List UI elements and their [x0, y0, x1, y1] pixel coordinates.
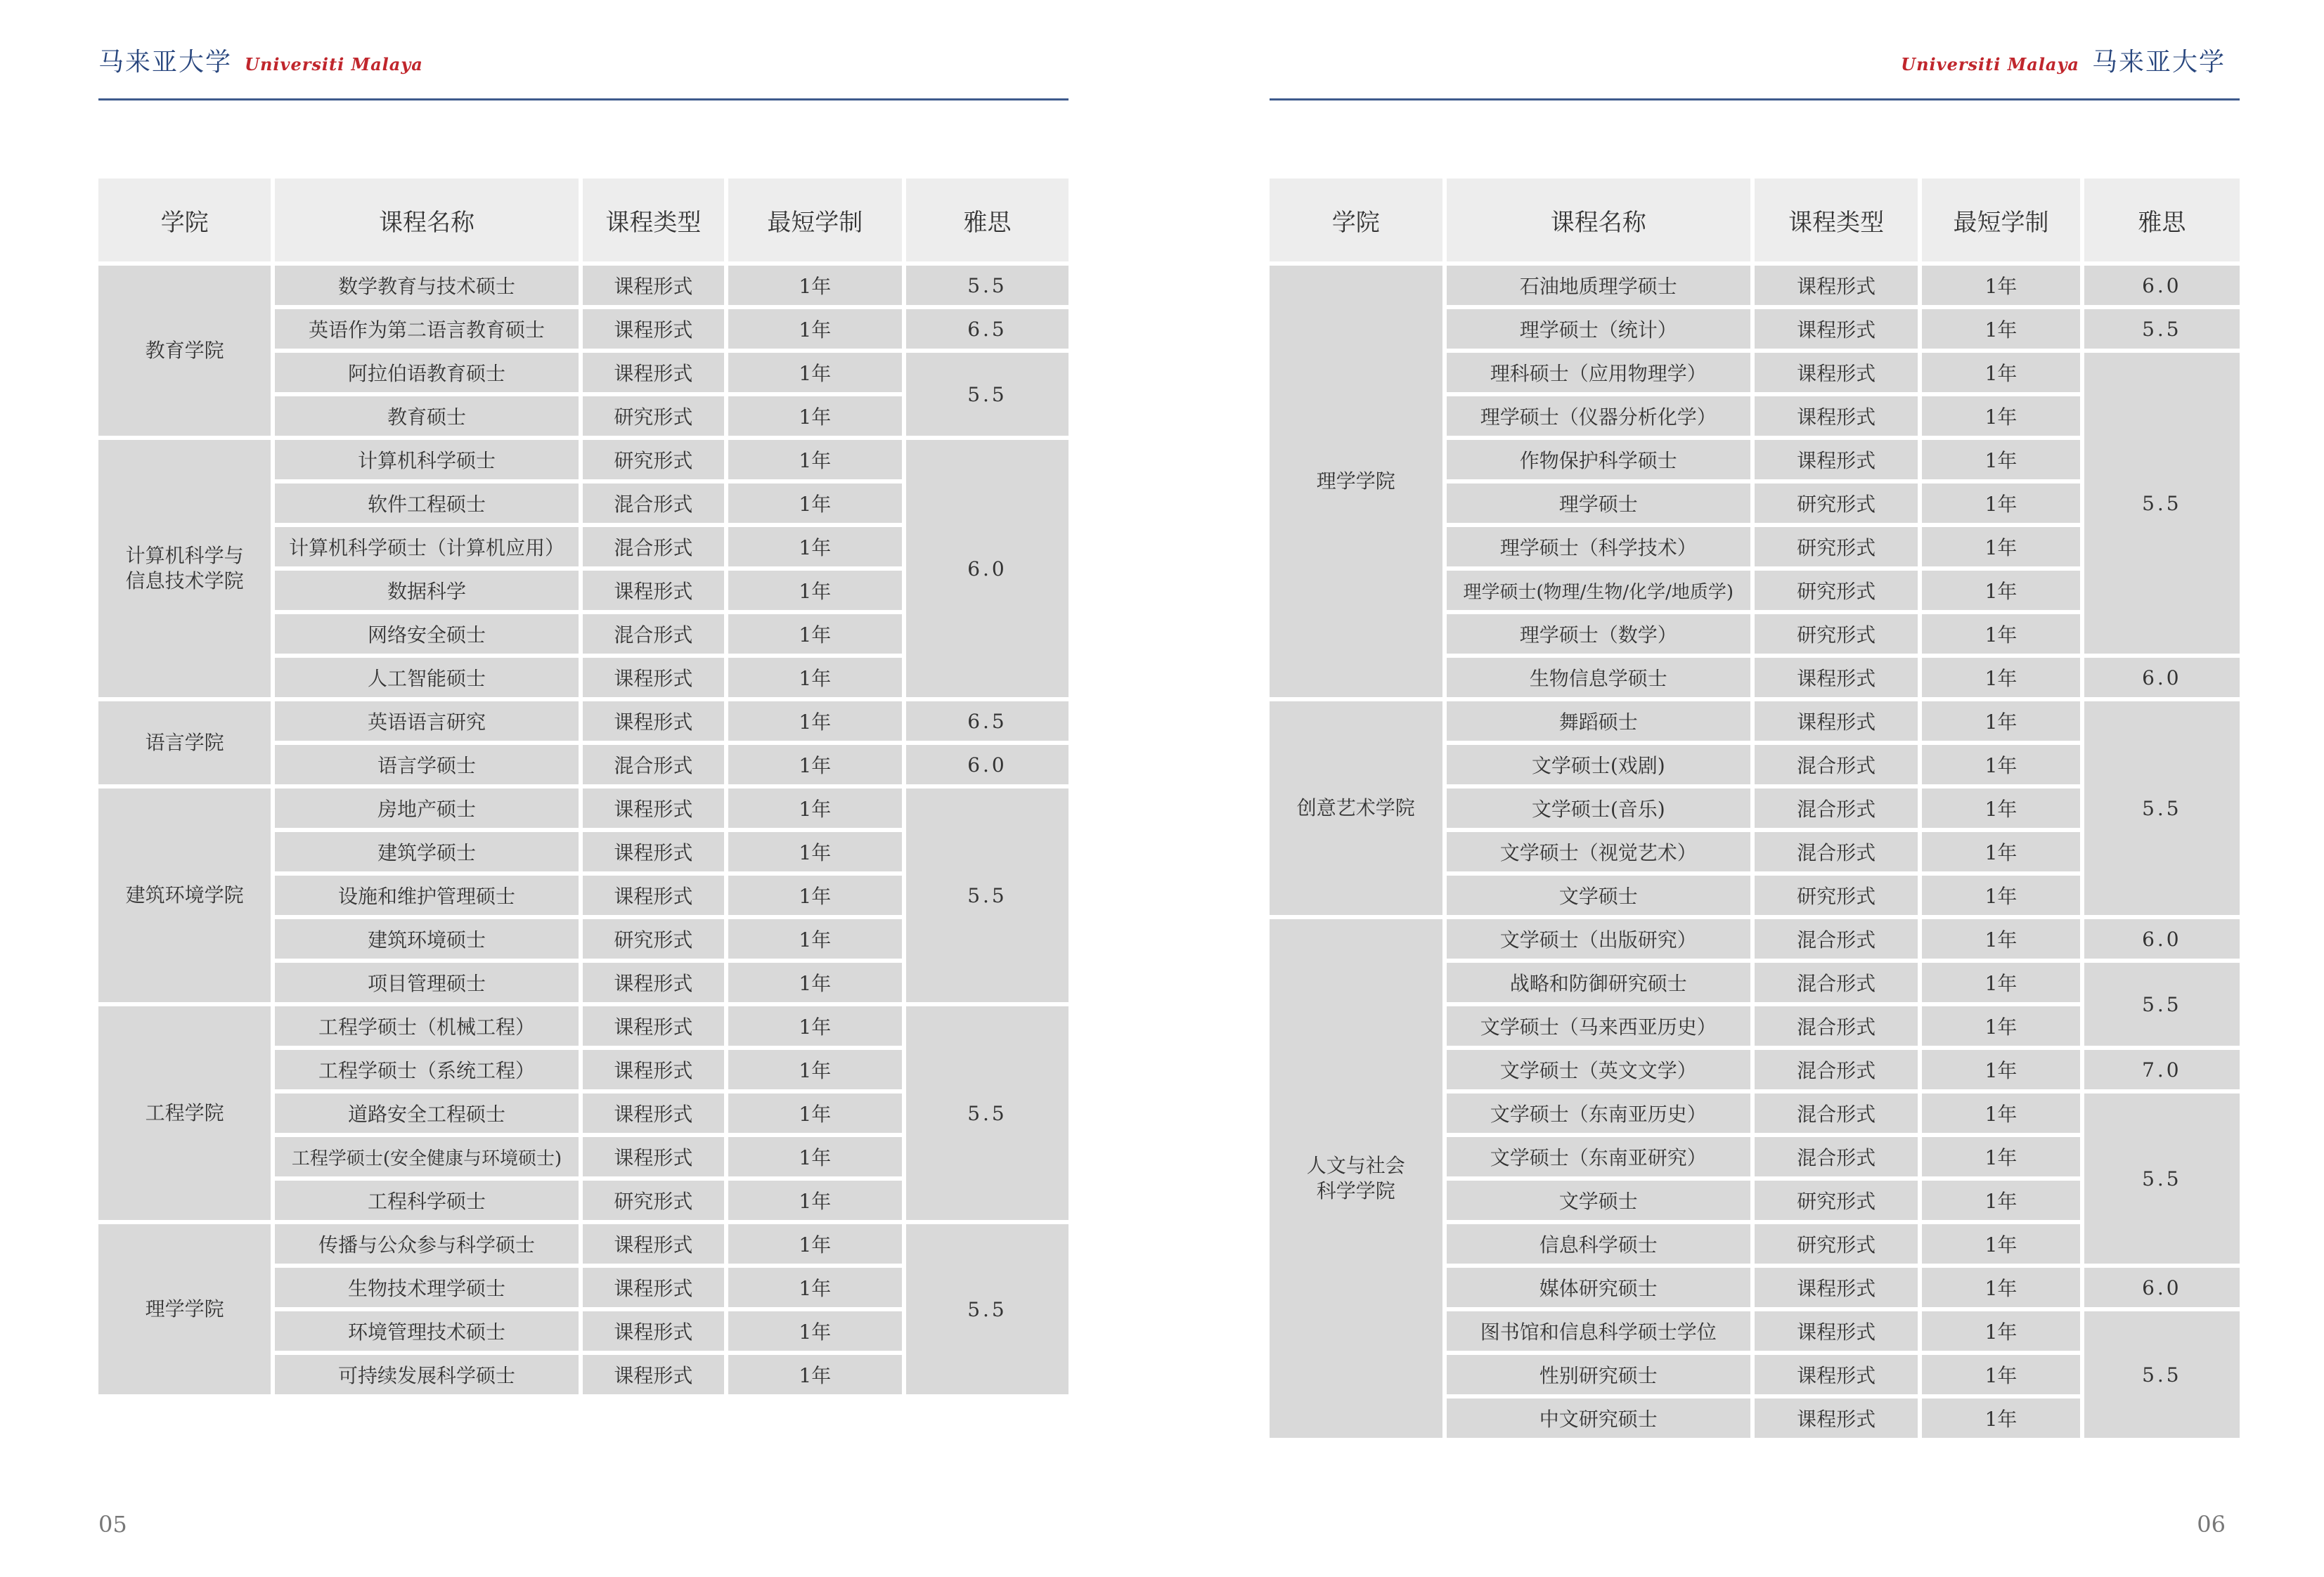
dept-cell: 计算机科学与 信息技术学院 — [98, 440, 271, 697]
duration-cell: 1年 — [1922, 396, 2079, 436]
duration-cell: 1年 — [728, 266, 902, 305]
course-type-cell: 混合形式 — [583, 614, 724, 654]
course-name-cell: 计算机科学硕士 — [275, 440, 579, 479]
course-name-cell: 工程学硕士(安全健康与环境硕士) — [275, 1137, 579, 1176]
duration-cell: 1年 — [728, 919, 902, 959]
duration-cell: 1年 — [728, 527, 902, 566]
table-row — [98, 266, 1069, 305]
course-type-cell: 研究形式 — [583, 1181, 724, 1220]
course-name-cell: 图书馆和信息科学硕士学位 — [1447, 1311, 1750, 1351]
table-row — [98, 788, 1069, 828]
duration-cell: 1年 — [728, 1050, 902, 1089]
duration-cell: 1年 — [1922, 1268, 2079, 1307]
course-name-cell: 工程科学硕士 — [275, 1181, 579, 1220]
ielts-cell: 6.0 — [906, 745, 1069, 784]
course-name-cell: 教育硕士 — [275, 396, 579, 436]
course-name-cell: 传播与公众参与科学硕士 — [275, 1224, 579, 1264]
course-type-cell: 课程形式 — [1755, 1268, 1918, 1307]
course-name-cell: 理学硕士（数学） — [1447, 614, 1750, 654]
header-right — [1901, 42, 2226, 105]
course-type-cell: 课程形式 — [583, 832, 724, 871]
course-type-cell: 研究形式 — [1755, 484, 1918, 523]
duration-cell: 1年 — [728, 1355, 902, 1394]
course-type-cell: 课程形式 — [1755, 658, 1918, 697]
course-type-cell: 课程形式 — [583, 658, 724, 697]
duration-cell: 1年 — [728, 1311, 902, 1351]
ielts-cell: 5.5 — [906, 1006, 1069, 1220]
course-name-cell: 理学硕士 — [1447, 484, 1750, 523]
course-name-cell: 工程学硕士（系统工程） — [275, 1050, 579, 1089]
ielts-cell: 5.5 — [906, 788, 1069, 1002]
duration-cell: 1年 — [728, 309, 902, 349]
course-type-cell: 课程形式 — [583, 571, 724, 610]
dept-cell: 建筑环境学院 — [98, 788, 271, 1002]
dept-cell: 教育学院 — [98, 266, 271, 436]
university-name-cn: 马来亚大学 — [2091, 48, 2226, 77]
dept-cell: 理学学院 — [1270, 266, 1442, 697]
course-name-cell: 数据科学 — [275, 571, 579, 610]
course-type-cell: 课程形式 — [1755, 309, 1918, 349]
course-name-cell: 中文研究硕士 — [1447, 1398, 1750, 1438]
course-type-cell: 研究形式 — [1755, 1181, 1918, 1220]
course-type-cell: 课程形式 — [1755, 266, 1918, 305]
duration-cell: 1年 — [728, 1268, 902, 1307]
duration-cell: 1年 — [1922, 527, 2079, 566]
course-name-cell: 理学硕士（仪器分析化学） — [1447, 396, 1750, 436]
duration-cell: 1年 — [728, 1224, 902, 1264]
course-type-cell: 课程形式 — [583, 788, 724, 828]
course-type-cell: 混合形式 — [1755, 919, 1918, 959]
duration-cell: 1年 — [1922, 963, 2079, 1002]
course-name-cell: 建筑学硕士 — [275, 832, 579, 871]
course-type-cell: 课程形式 — [583, 309, 724, 349]
ielts-cell: 5.5 — [2084, 309, 2240, 349]
course-type-cell: 研究形式 — [583, 396, 724, 436]
course-name-cell: 媒体研究硕士 — [1447, 1268, 1750, 1307]
duration-cell: 1年 — [728, 832, 902, 871]
ielts-cell: 6.0 — [2084, 658, 2240, 697]
course-type-cell: 课程形式 — [583, 1224, 724, 1264]
col-header-dept: 学院 — [1270, 179, 1442, 261]
course-type-cell: 研究形式 — [1755, 1224, 1918, 1264]
col-header-course: 课程名称 — [1447, 179, 1750, 261]
course-type-cell: 课程形式 — [583, 1050, 724, 1089]
duration-cell: 1年 — [1922, 309, 2079, 349]
duration-cell: 1年 — [728, 353, 902, 392]
duration-cell: 1年 — [1922, 788, 2079, 828]
col-header-type: 课程类型 — [583, 179, 724, 261]
table-row — [98, 1224, 1069, 1264]
duration-cell: 1年 — [1922, 1006, 2079, 1046]
dept-cell: 语言学院 — [98, 701, 271, 784]
course-name-cell: 文学硕士（东南亚研究） — [1447, 1137, 1750, 1176]
course-type-cell: 研究形式 — [1755, 571, 1918, 610]
course-name-cell: 文学硕士（马来西亚历史） — [1447, 1006, 1750, 1046]
course-name-cell: 英语作为第二语言教育硕士 — [275, 309, 579, 349]
course-name-cell: 人工智能硕士 — [275, 658, 579, 697]
course-type-cell: 研究形式 — [1755, 876, 1918, 915]
dept-cell: 理学学院 — [98, 1224, 271, 1394]
course-name-cell: 阿拉伯语教育硕士 — [275, 353, 579, 392]
table-row — [98, 440, 1069, 479]
course-type-cell: 混合形式 — [1755, 1006, 1918, 1046]
course-name-cell: 理学硕士(物理/生物/化学/地质学) — [1447, 571, 1750, 610]
header-left — [98, 42, 423, 105]
course-name-cell: 作物保护科学硕士 — [1447, 440, 1750, 479]
course-name-cell: 性别研究硕士 — [1447, 1355, 1750, 1394]
course-type-cell: 混合形式 — [1755, 832, 1918, 871]
course-type-cell: 课程形式 — [583, 1355, 724, 1394]
page-number-right: 06 — [2197, 1511, 2226, 1538]
duration-cell: 1年 — [728, 876, 902, 915]
course-name-cell: 生物信息学硕士 — [1447, 658, 1750, 697]
course-type-cell: 混合形式 — [1755, 1137, 1918, 1176]
ielts-cell: 5.5 — [2084, 1311, 2240, 1438]
course-type-cell: 课程形式 — [583, 876, 724, 915]
course-name-cell: 数学教育与技术硕士 — [275, 266, 579, 305]
course-type-cell: 课程形式 — [583, 266, 724, 305]
header-rule — [98, 98, 1069, 100]
ielts-cell: 5.5 — [906, 266, 1069, 305]
table-row — [1270, 701, 2240, 741]
course-type-cell: 课程形式 — [1755, 440, 1918, 479]
course-type-cell: 课程形式 — [1755, 353, 1918, 392]
course-type-cell: 研究形式 — [583, 919, 724, 959]
duration-cell: 1年 — [1922, 614, 2079, 654]
course-name-cell: 语言学硕士 — [275, 745, 579, 784]
duration-cell: 1年 — [728, 440, 902, 479]
duration-cell: 1年 — [728, 701, 902, 741]
ielts-cell: 6.0 — [2084, 919, 2240, 959]
course-name-cell: 文学硕士 — [1447, 876, 1750, 915]
col-header-duration: 最短学制 — [1922, 179, 2079, 261]
duration-cell: 1年 — [1922, 745, 2079, 784]
course-name-cell: 文学硕士(戏剧) — [1447, 745, 1750, 784]
course-type-cell: 课程形式 — [583, 963, 724, 1002]
course-type-cell: 课程形式 — [1755, 1311, 1918, 1351]
col-header-dept: 学院 — [98, 179, 271, 261]
course-type-cell: 混合形式 — [583, 527, 724, 566]
course-type-cell: 研究形式 — [1755, 614, 1918, 654]
course-name-cell: 战略和防御研究硕士 — [1447, 963, 1750, 1002]
course-type-cell: 混合形式 — [1755, 1093, 1918, 1133]
duration-cell: 1年 — [1922, 571, 2079, 610]
course-name-cell: 理学硕士（科学技术） — [1447, 527, 1750, 566]
table-row — [1270, 919, 2240, 959]
course-name-cell: 文学硕士（东南亚历史） — [1447, 1093, 1750, 1133]
course-type-cell: 课程形式 — [1755, 701, 1918, 741]
course-name-cell: 软件工程硕士 — [275, 484, 579, 523]
course-name-cell: 文学硕士（视觉艺术） — [1447, 832, 1750, 871]
course-name-cell: 建筑环境硕士 — [275, 919, 579, 959]
university-name-en: Universiti Malaya — [245, 54, 423, 74]
course-name-cell: 信息科学硕士 — [1447, 1224, 1750, 1264]
course-name-cell: 舞蹈硕士 — [1447, 701, 1750, 741]
course-name-cell: 文学硕士（英文文学） — [1447, 1050, 1750, 1089]
course-name-cell: 工程学硕士（机械工程） — [275, 1006, 579, 1046]
duration-cell: 1年 — [1922, 876, 2079, 915]
course-type-cell: 混合形式 — [1755, 788, 1918, 828]
ielts-cell: 5.5 — [2084, 963, 2240, 1046]
table-row — [98, 701, 1069, 741]
course-name-cell: 道路安全工程硕士 — [275, 1093, 579, 1133]
table-row — [98, 1006, 1069, 1046]
ielts-cell: 7.0 — [2084, 1050, 2240, 1089]
course-name-cell: 石油地质理学硕士 — [1447, 266, 1750, 305]
course-type-cell: 课程形式 — [583, 353, 724, 392]
dept-cell: 工程学院 — [98, 1006, 271, 1220]
ielts-cell: 6.0 — [2084, 1268, 2240, 1307]
course-name-cell: 计算机科学硕士（计算机应用） — [275, 527, 579, 566]
duration-cell: 1年 — [1922, 1093, 2079, 1133]
ielts-cell: 6.5 — [906, 701, 1069, 741]
duration-cell: 1年 — [1922, 658, 2079, 697]
ielts-cell: 6.0 — [906, 440, 1069, 697]
ielts-cell: 5.5 — [2084, 701, 2240, 915]
col-header-ielts: 雅思 — [906, 179, 1069, 261]
university-name-en: Universiti Malaya — [1901, 54, 2079, 74]
dept-cell: 人文与社会 科学学院 — [1270, 919, 1442, 1438]
col-header-course: 课程名称 — [275, 179, 579, 261]
course-type-cell: 课程形式 — [583, 701, 724, 741]
course-name-cell: 生物技术理学硕士 — [275, 1268, 579, 1307]
page-number-left: 05 — [98, 1511, 127, 1538]
course-table-right — [1265, 174, 2244, 1442]
duration-cell: 1年 — [728, 396, 902, 436]
duration-cell: 1年 — [1922, 1181, 2079, 1220]
duration-cell: 1年 — [728, 1006, 902, 1046]
duration-cell: 1年 — [1922, 919, 2079, 959]
duration-cell: 1年 — [728, 571, 902, 610]
course-type-cell: 课程形式 — [1755, 1398, 1918, 1438]
duration-cell: 1年 — [1922, 440, 2079, 479]
course-type-cell: 混合形式 — [1755, 963, 1918, 1002]
course-name-cell: 房地产硕士 — [275, 788, 579, 828]
duration-cell: 1年 — [728, 963, 902, 1002]
course-name-cell: 可持续发展科学硕士 — [275, 1355, 579, 1394]
duration-cell: 1年 — [1922, 353, 2079, 392]
course-type-cell: 混合形式 — [583, 745, 724, 784]
course-type-cell: 课程形式 — [583, 1137, 724, 1176]
course-name-cell: 理学硕士（统计） — [1447, 309, 1750, 349]
duration-cell: 1年 — [1922, 1398, 2079, 1438]
course-type-cell: 课程形式 — [583, 1268, 724, 1307]
duration-cell: 1年 — [728, 1137, 902, 1176]
ielts-cell: 5.5 — [2084, 353, 2240, 654]
course-type-cell: 混合形式 — [583, 484, 724, 523]
course-type-cell: 研究形式 — [583, 440, 724, 479]
col-header-type: 课程类型 — [1755, 179, 1918, 261]
table-header-row — [1270, 179, 2240, 261]
course-name-cell: 文学硕士(音乐) — [1447, 788, 1750, 828]
course-name-cell: 环境管理技术硕士 — [275, 1311, 579, 1351]
ielts-cell: 6.0 — [2084, 266, 2240, 305]
duration-cell: 1年 — [1922, 701, 2079, 741]
duration-cell: 1年 — [728, 788, 902, 828]
ielts-cell: 5.5 — [906, 1224, 1069, 1394]
duration-cell: 1年 — [1922, 1137, 2079, 1176]
duration-cell: 1年 — [1922, 1224, 2079, 1264]
duration-cell: 1年 — [1922, 266, 2079, 305]
table-row — [1270, 266, 2240, 305]
duration-cell: 1年 — [728, 745, 902, 784]
course-table-left — [94, 174, 1073, 1398]
col-header-ielts: 雅思 — [2084, 179, 2240, 261]
course-type-cell: 课程形式 — [1755, 1355, 1918, 1394]
duration-cell: 1年 — [728, 484, 902, 523]
course-type-cell: 课程形式 — [583, 1311, 724, 1351]
university-name-cn: 马来亚大学 — [98, 48, 233, 77]
duration-cell: 1年 — [1922, 484, 2079, 523]
dept-cell: 创意艺术学院 — [1270, 701, 1442, 915]
ielts-cell: 6.5 — [906, 309, 1069, 349]
header-rule — [1270, 98, 2240, 100]
ielts-cell: 5.5 — [2084, 1093, 2240, 1264]
duration-cell: 1年 — [1922, 1050, 2079, 1089]
course-type-cell: 混合形式 — [1755, 1050, 1918, 1089]
course-name-cell: 理科硕士（应用物理学） — [1447, 353, 1750, 392]
course-type-cell: 课程形式 — [583, 1006, 724, 1046]
course-name-cell: 项目管理硕士 — [275, 963, 579, 1002]
course-type-cell: 课程形式 — [1755, 396, 1918, 436]
course-type-cell: 课程形式 — [583, 1093, 724, 1133]
course-name-cell: 网络安全硕士 — [275, 614, 579, 654]
course-type-cell: 混合形式 — [1755, 745, 1918, 784]
duration-cell: 1年 — [1922, 1355, 2079, 1394]
course-name-cell: 文学硕士 — [1447, 1181, 1750, 1220]
col-header-duration: 最短学制 — [728, 179, 902, 261]
course-name-cell: 设施和维护管理硕士 — [275, 876, 579, 915]
duration-cell: 1年 — [1922, 1311, 2079, 1351]
duration-cell: 1年 — [728, 1093, 902, 1133]
ielts-cell: 5.5 — [906, 353, 1069, 436]
table-header-row — [98, 179, 1069, 261]
course-name-cell: 文学硕士（出版研究） — [1447, 919, 1750, 959]
course-name-cell: 英语语言研究 — [275, 701, 579, 741]
duration-cell: 1年 — [1922, 832, 2079, 871]
course-type-cell: 研究形式 — [1755, 527, 1918, 566]
duration-cell: 1年 — [728, 614, 902, 654]
duration-cell: 1年 — [728, 1181, 902, 1220]
duration-cell: 1年 — [728, 658, 902, 697]
